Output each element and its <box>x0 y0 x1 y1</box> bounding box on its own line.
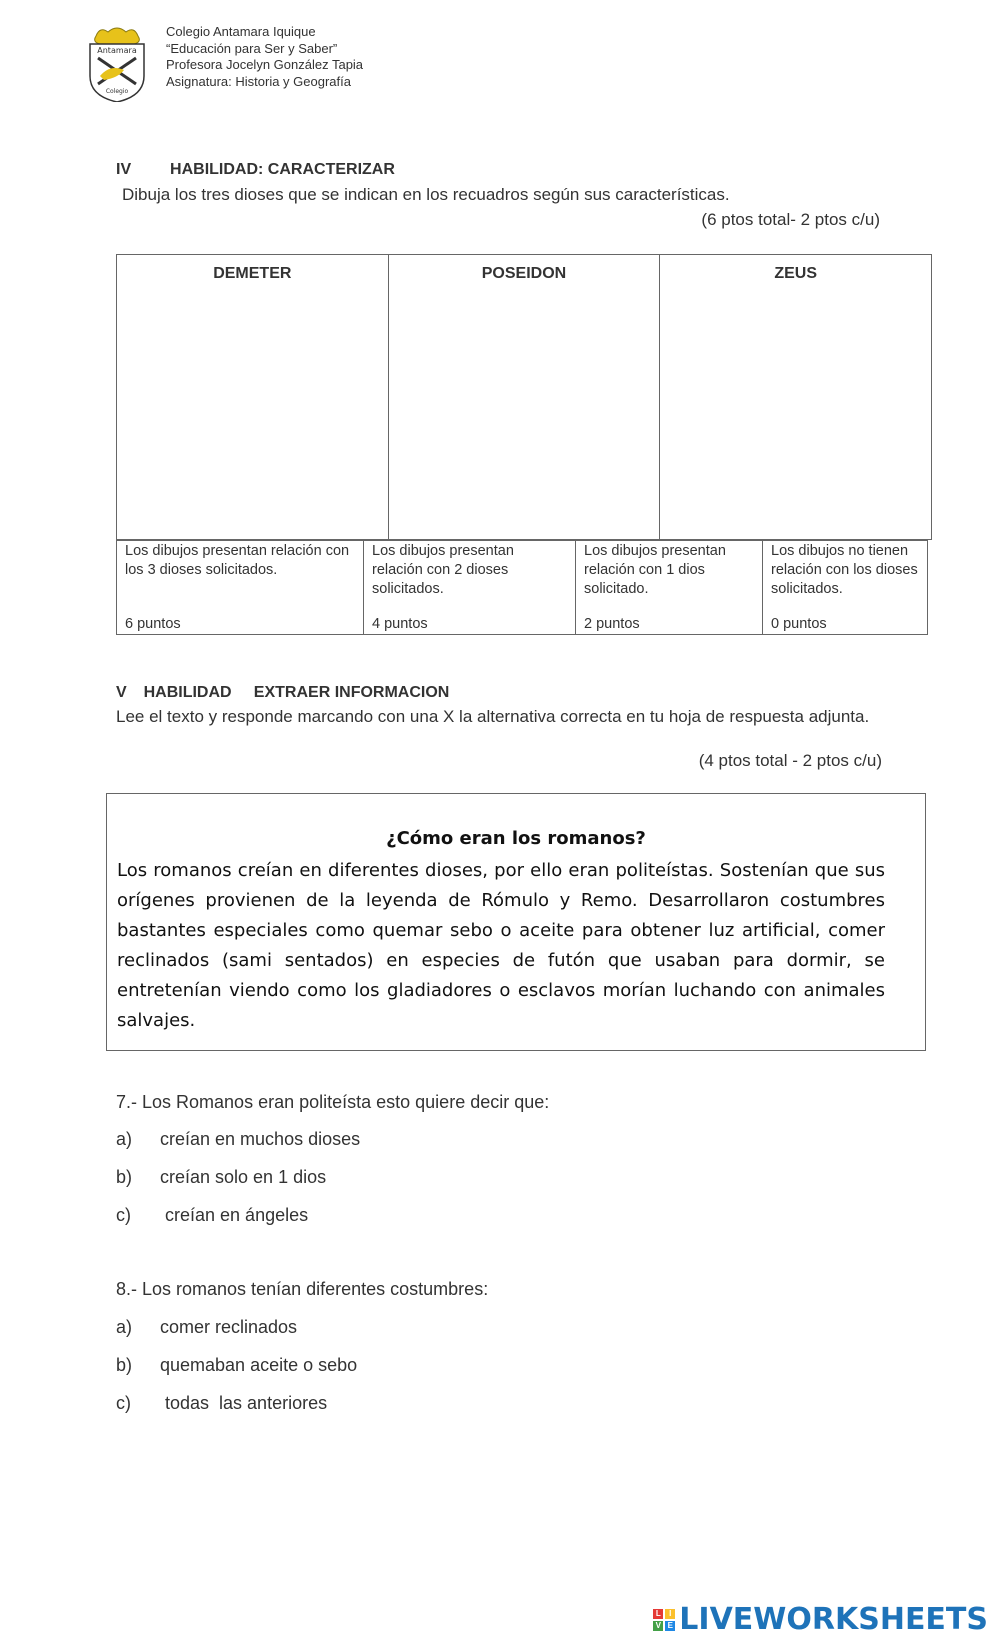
school-logo <box>84 26 150 102</box>
option-letter: c) <box>116 1205 131 1225</box>
section4-title: HABILIDAD: CARACTERIZAR <box>170 161 395 178</box>
q8-option-b[interactable] <box>116 1355 357 1376</box>
rubric-points: 6 puntos <box>125 616 181 632</box>
section4-points: (6 ptos total- 2 ptos c/u) <box>701 210 880 229</box>
god-label: POSEIDON <box>481 265 567 282</box>
header-block <box>166 24 363 90</box>
rubric-points: 2 puntos <box>584 616 640 632</box>
option-letter: c) <box>116 1393 131 1413</box>
rubric-cell <box>576 541 763 635</box>
god-label: ZEUS <box>774 265 817 282</box>
option-letter: a) <box>116 1317 133 1337</box>
section5-title: HABILIDAD EXTRAER INFORMACION <box>143 684 450 701</box>
gods-drawing-table <box>116 254 932 540</box>
rubric-points: 0 puntos <box>771 616 827 632</box>
question-8: 8.- Los romanos tenían diferentes costumbres: <box>116 1279 489 1299</box>
god-box-poseidon[interactable] <box>388 255 660 540</box>
section5-points: (4 ptos total - 2 ptos c/u) <box>698 751 882 770</box>
reading-box <box>106 793 926 1051</box>
q7-option-a[interactable] <box>116 1129 360 1150</box>
brand-block: E <box>665 1621 675 1631</box>
q7-option-c[interactable] <box>116 1205 308 1226</box>
rubric-cell <box>364 541 576 635</box>
subject-name: Asignatura: Historia y Geografía <box>166 73 351 89</box>
option-letter: a) <box>116 1129 133 1149</box>
section4-number: IV <box>116 161 132 178</box>
section5-instruction: Lee el texto y responde marcando con una X la alternativa correcta en tu hoja de respuesta adjunta. <box>116 707 870 726</box>
reading-title: ¿Cómo eran los romanos? <box>386 828 646 849</box>
rubric-table <box>116 540 928 635</box>
section5-heading <box>116 684 449 702</box>
q8-option-a[interactable] <box>116 1317 297 1338</box>
q8-option-c[interactable] <box>116 1393 327 1414</box>
rubric-desc: Los dibujos presentan relación con 2 dioses solicitados. <box>372 543 514 597</box>
option-text: creían en muchos dioses <box>160 1129 361 1149</box>
brand-block: V <box>653 1621 663 1631</box>
rubric-cell <box>117 541 364 635</box>
rubric-desc: Los dibujos presentan relación con 1 dios solicitado. <box>584 543 726 597</box>
rubric-cell <box>763 541 928 635</box>
brand-blocks-icon <box>653 1609 675 1631</box>
option-text: todas las anteriores <box>160 1393 328 1413</box>
option-text: creían en ángeles <box>160 1205 309 1225</box>
option-text: creían solo en 1 dios <box>160 1167 327 1187</box>
q7-option-b[interactable] <box>116 1167 326 1188</box>
god-box-zeus[interactable] <box>660 255 932 540</box>
reading-body: Los romanos creían en diferentes dioses, por ello eran politeístas. Sostenían que sus orígenes provienen de la leyenda de Rómulo y Remo. Desarrollaron costumbres bastantes especiales como quemar sebo o aceite para obtener luz artificial, comer reclinados (sami sentados) en especies de futón que usaban para dormir, se entretenían viendo como los gladiadores o esclavos morían luchando con animales salvajes. <box>117 860 885 1031</box>
brand-name: LIVEWORKSHEETS <box>679 1602 988 1637</box>
school-name: Colegio Antamara Iquique <box>166 24 316 39</box>
option-letter: b) <box>116 1167 133 1187</box>
rubric-points: 4 puntos <box>372 616 428 632</box>
liveworksheets-brand <box>653 1602 988 1637</box>
logo-top-text: Antamara <box>97 46 137 55</box>
option-letter: b) <box>116 1355 133 1375</box>
brand-block: L <box>653 1609 663 1619</box>
brand-block: I <box>665 1609 675 1619</box>
question-7: 7.- Los Romanos eran politeísta esto quiere decir que: <box>116 1092 550 1112</box>
section4-heading <box>116 161 395 179</box>
god-box-demeter[interactable] <box>117 255 389 540</box>
teacher-name: Profesora Jocelyn González Tapia <box>166 57 364 72</box>
rubric-desc: Los dibujos presentan relación con los 3 dioses solicitados. <box>125 543 350 578</box>
section5-number: V <box>116 684 127 701</box>
god-label: DEMETER <box>213 265 292 282</box>
logo-bottom-text: Colegio <box>105 88 129 95</box>
rubric-desc: Los dibujos no tienen relación con los dioses solicitados. <box>771 543 918 597</box>
section4-instruction: Dibuja los tres dioses que se indican en los recuadros según sus características. <box>122 185 730 204</box>
option-text: quemaban aceite o sebo <box>160 1355 358 1375</box>
school-motto: “Educación para Ser y Saber” <box>166 40 338 56</box>
option-text: comer reclinados <box>160 1317 298 1337</box>
